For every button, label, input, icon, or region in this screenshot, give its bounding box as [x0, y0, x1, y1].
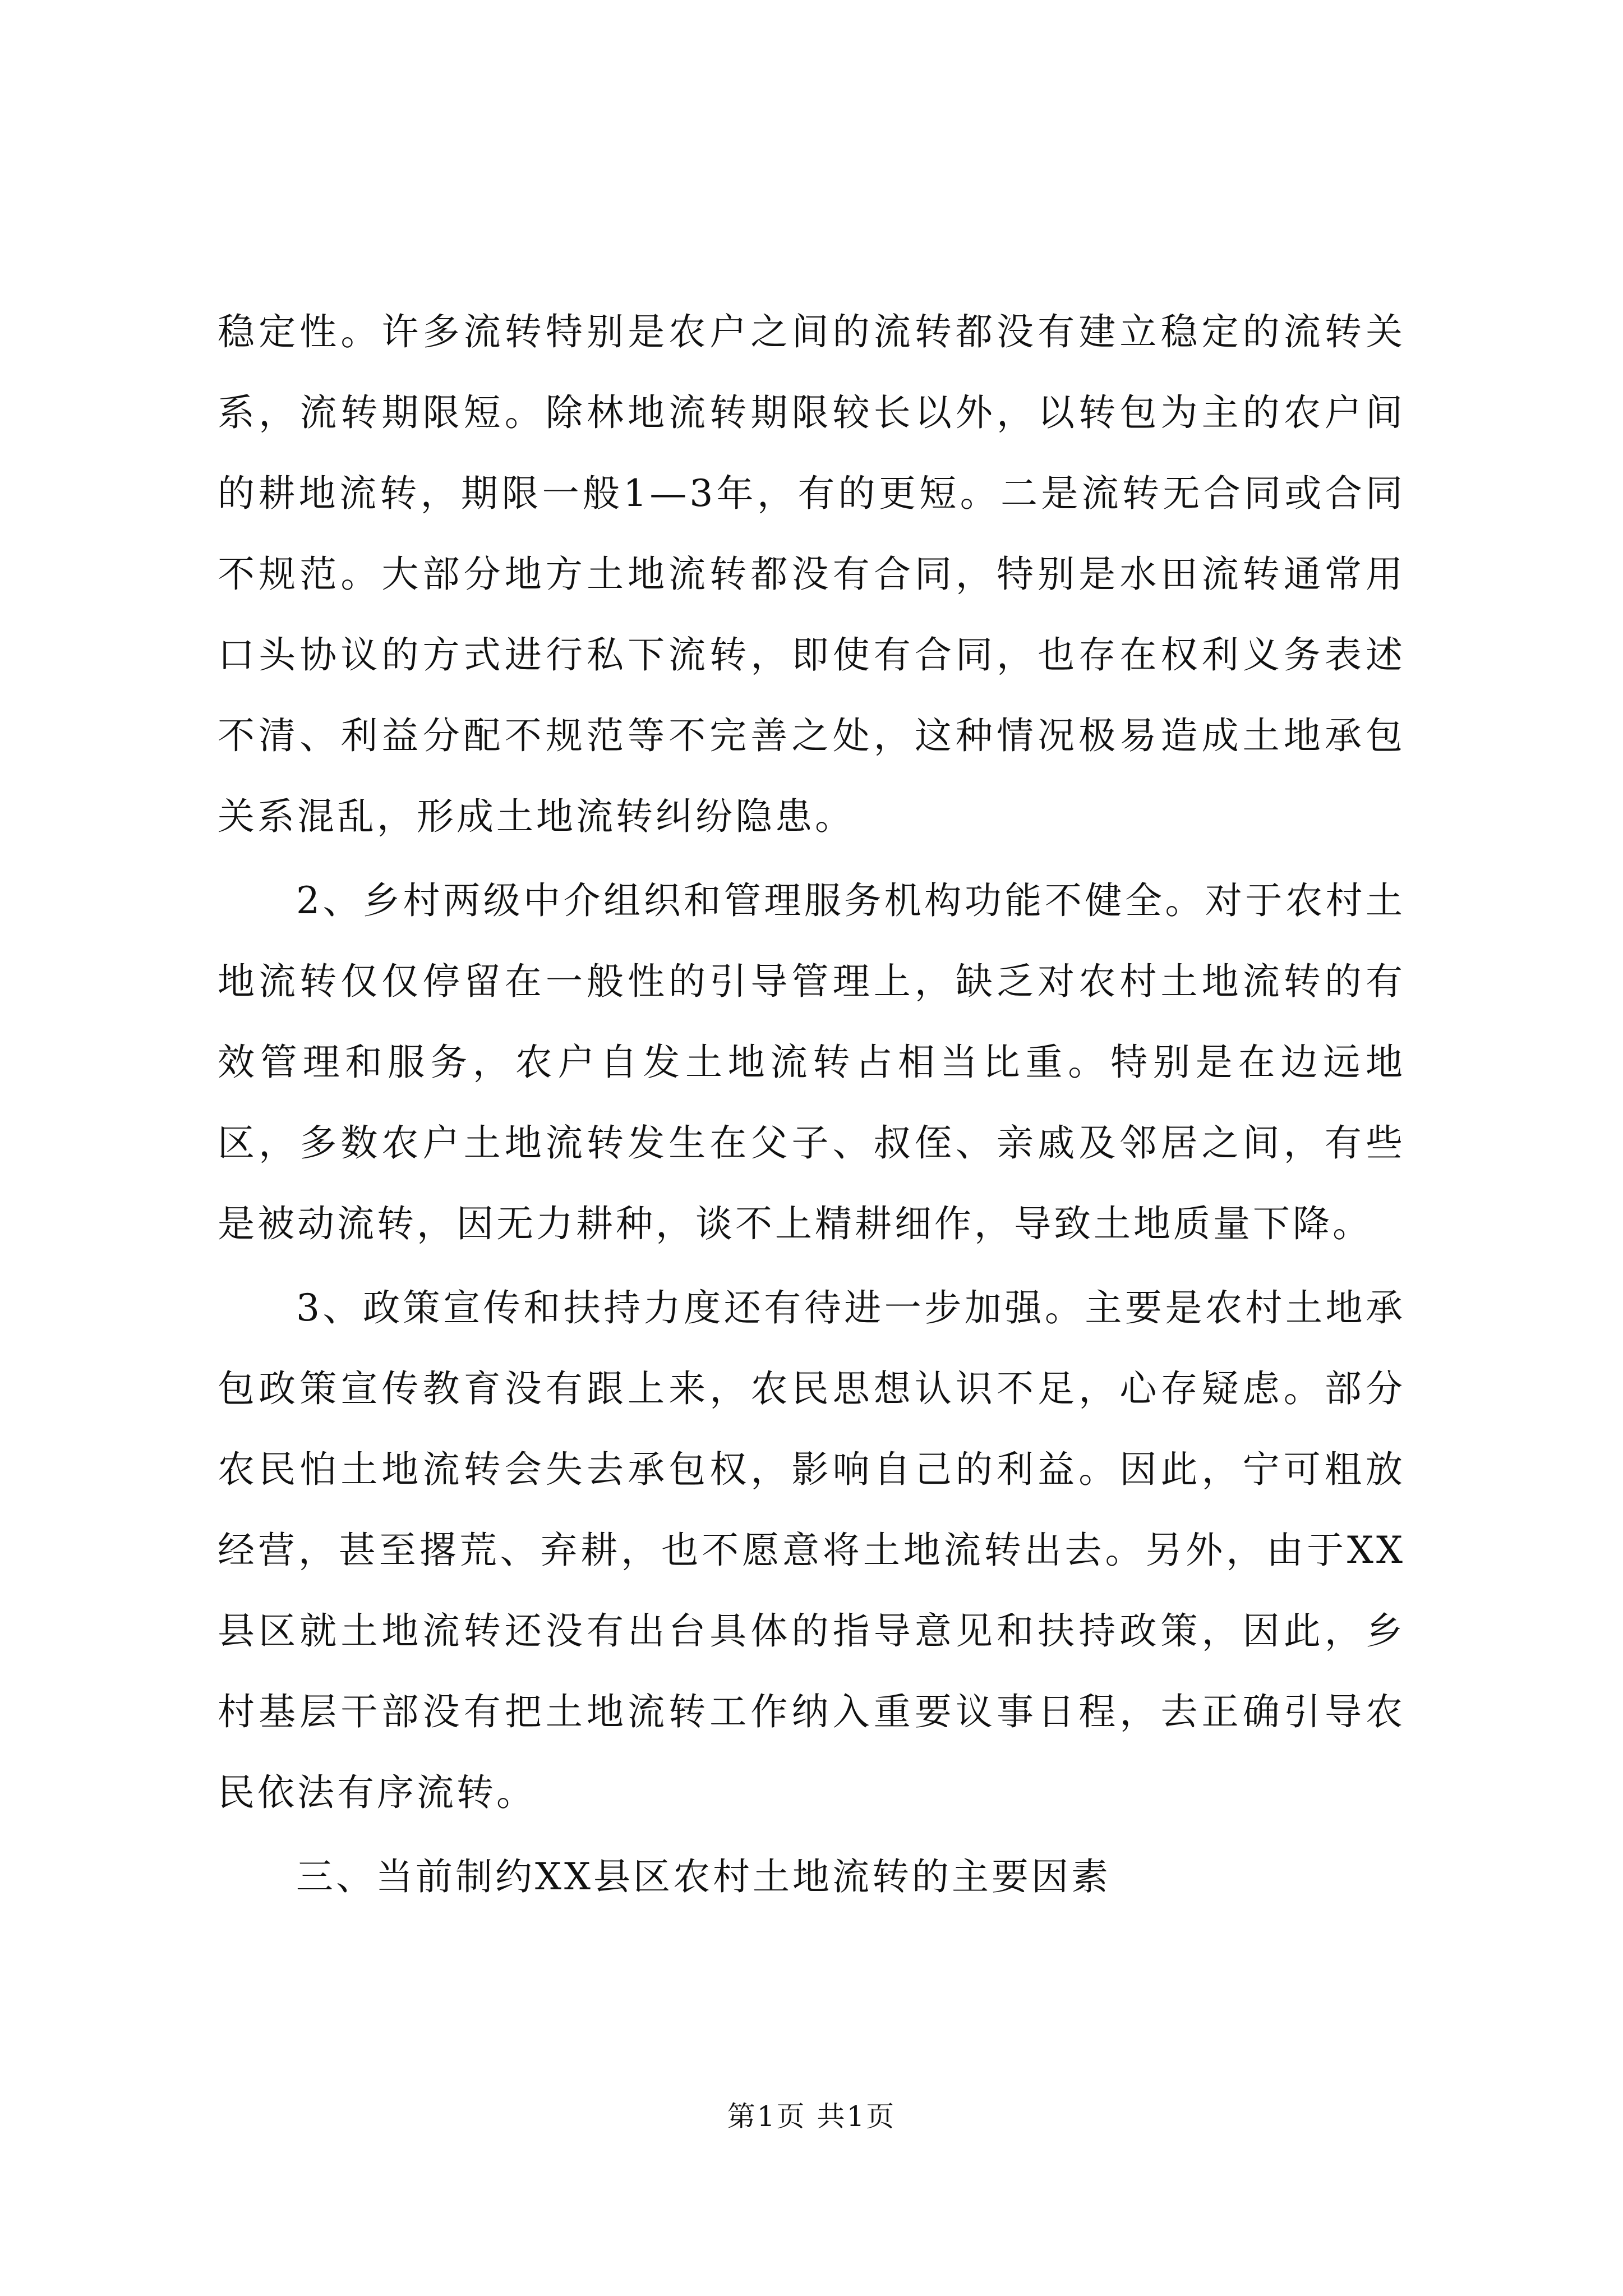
document-body: [218, 292, 1405, 1917]
paragraph-point-2: 2、乡村两级中介组织和管理服务机构功能不健全。对于农村土地流转仅仅停留在一般性的引导管理上，缺乏对农村土地流转的有效管理和服务，农户自发土地流转占相当比重。特别是在边远地区，多数农户土地流转发生在父子、叔侄、亲戚及邻居之间，有些是被动流转，因无力耕种，谈不上精耕细作，导致土地质量下降。: [218, 879, 1405, 1245]
page-footer: 第1页 共1页: [727, 2100, 896, 2133]
section-heading-3: 三、当前制约XX县区农村土地流转的主要因素: [296, 1855, 1111, 1898]
paragraph-point-3: 3、政策宣传和扶持力度还有待进一步加强。主要是农村土地承包政策宣传教育没有跟上来，农民思想认识不足，心存疑虑。部分农民怕土地流转会失去承包权，影响自己的利益。因此，宁可粗放经营，甚至撂荒、弃耕，也不愿意将土地流转出去。另外，由于XX县区就土地流转还没有出台具体的指导意见和扶持政策，因此，乡村基层干部没有把土地流转工作纳入重要议事日程，去正确引导农民依法有序流转。: [218, 1286, 1405, 1814]
paragraph-continuation: 稳定性。许多流转特别是农户之间的流转都没有建立稳定的流转关系，流转期限短。除林地流转期限较长以外，以转包为主的农户间的耕地流转，期限一般1—3年，有的更短。二是流转无合同或合同不规范。大部分地方土地流转都没有合同，特别是水田流转通常用口头协议的方式进行私下流转，即使有合同，也存在权利义务表述不清、利益分配不规范等不完善之处，这种情况极易造成土地承包关系混乱，形成土地流转纠纷隐患。: [218, 310, 1405, 838]
